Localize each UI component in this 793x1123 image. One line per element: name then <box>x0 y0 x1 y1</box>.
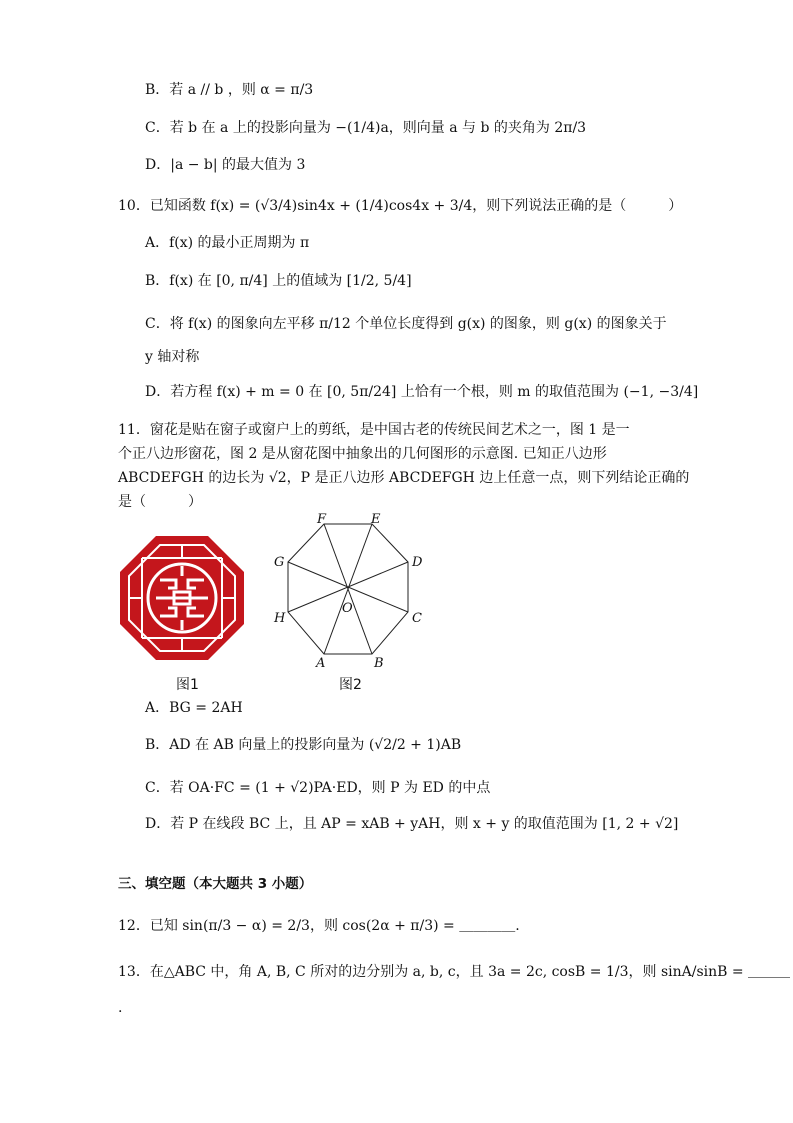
q10-option-a: A．f(x) 的最小正周期为 π <box>145 235 310 251</box>
q10-option-c: C．将 f(x) 的图象向左平移 π/12 个单位长度得到 g(x) 的图象，则 g(x) 的图象关于 <box>145 316 667 332</box>
octagon-diagram <box>268 512 438 672</box>
q12: 12．已知 sin(π/3 − α) = 2/3，则 cos(2α + π/3) = ＿＿＿＿. <box>118 918 520 934</box>
vertex-label-h: H <box>274 611 286 626</box>
section-3-title: 三、填空题（本大题共 3 小题） <box>118 876 313 892</box>
q11-stem-line4: 是（ ） <box>118 494 202 510</box>
q13-end: . <box>118 1000 123 1016</box>
vertex-label-g: G <box>274 555 285 570</box>
q11-option-d: D．若 P 在线段 BC 上，且 AP = xAB + yAH，则 x + y 的取值范围为 [1, 2 + √2] <box>145 816 679 832</box>
q11-stem-line3: ABCDEFGH 的边长为 √2，P 是正八边形 ABCDEFGH 边上任意一点，则下列结论正确的 <box>118 470 690 486</box>
vertex-label-d: D <box>412 555 423 570</box>
vertex-label-f: F <box>317 512 327 527</box>
q11-option-c: C．若 OA·FC = (1 + √2)PA·ED，则 P 为 ED 的中点 <box>145 780 491 796</box>
figure-2-caption: 图2 <box>339 677 362 693</box>
center-label-o: O <box>342 601 353 616</box>
q9-option-d: D．|a − b| 的最大值为 3 <box>145 157 306 173</box>
q11-stem-line2: 个正八边形窗花，图 2 是从窗花图中抽象出的几何图形的示意图. 已知正八边形 <box>118 446 607 462</box>
q13: 13．在△ABC 中，角 A, B, C 所对的边分别为 a, b, c，且 3a = 2c, cosB = 1/3，则 sinA/sinB = ＿＿＿ <box>118 964 791 980</box>
figure-1-caption: 图1 <box>176 677 199 693</box>
vertex-label-e: E <box>371 512 381 527</box>
q11-option-b: B．AD 在 AB 向量上的投影向量为 (√2/2 + 1)AB <box>145 737 462 753</box>
vertex-label-a: A <box>316 656 326 671</box>
q10-stem: 10．已知函数 f(x) = (√3/4)sin4x + (1/4)cos4x + 3/4，则下列说法正确的是（ ） <box>118 198 683 214</box>
vertex-label-b: B <box>374 656 384 671</box>
q11-option-a: A．BG = 2AH <box>145 700 243 716</box>
vertex-label-c: C <box>412 611 422 626</box>
q9-option-b: B．若 a // b ，则 α = π/3 <box>145 82 314 98</box>
q11-stem-line1: 11．窗花是贴在窗子或窗户上的剪纸，是中国古老的传统民间艺术之一，图 1 是一 <box>118 422 630 438</box>
q9-option-c: C．若 b 在 a 上的投影向量为 −(1/4)a，则向量 a 与 b 的夹角为 2π/3 <box>145 120 587 136</box>
window-flower-figure <box>120 536 244 660</box>
q10-option-b: B．f(x) 在 [0, π/4] 上的值域为 [1/2, 5/4] <box>145 273 412 289</box>
q10-option-d: D．若方程 f(x) + m = 0 在 [0, 5π/24] 上恰有一个根，则 m 的取值范围为 (−1, −3/4] <box>145 384 699 400</box>
q10-option-c-cont: y 轴对称 <box>145 349 200 365</box>
